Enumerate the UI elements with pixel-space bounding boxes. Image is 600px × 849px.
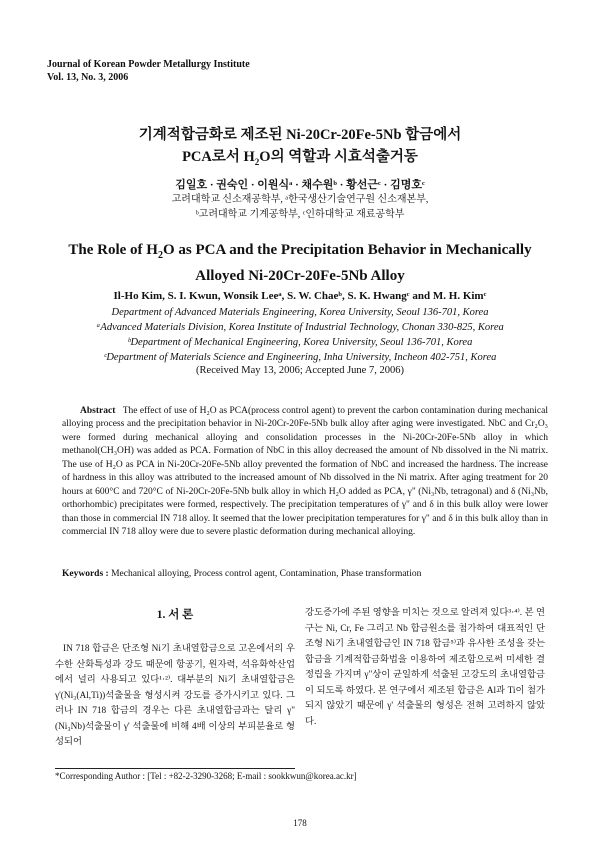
- footnote-divider: [55, 768, 295, 769]
- english-affiliation-line: ᶜDepartment of Materials Science and Engineering, Inha University, Incheon 402-751, Korea: [103, 352, 497, 363]
- korean-affiliation-line: ᵇ고려대학교 기계공학부, ᶜ인하대학교 재료공학부: [195, 209, 405, 220]
- abstract-label: Abstract: [80, 406, 116, 416]
- english-title-subscript: 2: [157, 250, 163, 261]
- abstract-text: The effect of use of H₂O as PCA(process control agent) to prevent the carbon contamination during mechanical alloying process and the precipitation behavior in Ni-20Cr-20Fe-5Nb bulk alloy after aging were investigated. NbC and Cr₂O₃ were formed during mechanical alloying and consolidation processes in the Ni-20Cr-20Fe-5Nb alloy in which methanol(CH₃OH) was added as PCA. Formation of NbC in this alloy decreased the amount of Nb dissolved in the Ni matrix. The use of H₂O as PCA in Ni-20Cr-20Fe-5Nb alloy prevented the formation of NbC and increased the hardness. The increase of hardness in this alloy was attributed to the increased amount of Nb dissolved in the Ni matrix. After aging treatment for 20 hours at 600°C and 720°C of Ni-20Cr-20Fe-5Nb bulk alloy in which H₂O added as PCA, γ" (Ni₃Nb, tetragonal) and δ (Ni₃Nb, orthorhombic) precipitates were formed, respectively. The precipitation temperatures of γ" and δ in this bulk alloy were lower than those in commercial IN 718 alloy. It seemed that the lower precipitation temperatures for γ" and δ in this bulk alloy than in commercial IN 718 alloy were due to severe plastic deformation during mechanical alloying.: [62, 406, 548, 538]
- abstract: [62, 405, 548, 540]
- body-column-right: [305, 606, 545, 730]
- corresponding-author-footnote: *Corresponding Author : [Tel : +82-2-3290-3268; E-mail : sookkwun@korea.ac.kr]: [55, 771, 357, 781]
- section-heading: 1. 서 론: [156, 609, 194, 621]
- korean-title: [0, 124, 600, 173]
- keywords: [62, 569, 548, 579]
- keywords-text: Mechanical alloying, Process control agent, Contamination, Phase transformation: [111, 569, 422, 579]
- english-title-part: The Role of H: [68, 242, 158, 258]
- english-title-line1: [0, 240, 600, 266]
- page-number: 178: [293, 818, 307, 828]
- korean-affiliations: [0, 192, 600, 222]
- english-title: [0, 240, 600, 286]
- korean-authors: 김일호 · 권숙인 · 이원식ᵃ · 채수원ᵇ · 황선근ᶜ · 김명호ᶜ: [175, 179, 425, 191]
- body-text-left: IN 718 합금은 단조형 Ni기 초내열합금으로 고온에서의 우수한 산화특성과 강도 때문에 항공기, 원자력, 석유화학산업에서 널리 사용되고 있다¹·²⁾. 대부분의 Ni기 초내열합금은 γ'(Ni₃(Al,Ti))석출물을 형성시켜 강도를 증가시키고 있다. 그러나 IN 718 합금의 경우는 다른 초내열합금과는 달리 γ"(Ni₃Nb)석출물이 γ' 석출물에 비해 4배 이상의 부피분율로 형성되어: [55, 644, 295, 747]
- korean-title-part: O의 역할과 시효석출거동: [259, 149, 418, 165]
- english-title-line2: Alloyed Ni-20Cr-20Fe-5Nb Alloy: [195, 268, 405, 284]
- korean-title-subscript: 2: [254, 156, 260, 167]
- english-affiliation-line: ᵇDepartment of Mechanical Engineering, Korea University, Seoul 136-701, Korea: [127, 337, 473, 348]
- korean-affiliation-line: 고려대학교 신소재공학부, ᵃ한국생산기술연구원 신소재본부,: [171, 194, 429, 205]
- journal-header: [47, 58, 250, 84]
- english-title-part: O as PCA and the Precipitation Behavior in Mechanically: [162, 242, 532, 258]
- korean-title-line2: [0, 146, 600, 173]
- english-affiliations: [0, 305, 600, 365]
- journal-name: Journal of Korean Powder Metallurgy Institute: [47, 59, 250, 70]
- korean-title-line1: 기계적합금화로 제조된 Ni-20Cr-20Fe-5Nb 합금에서: [138, 127, 462, 143]
- english-affiliation-line: Department of Advanced Materials Engineering, Korea University, Seoul 136-701, Korea: [111, 307, 489, 318]
- korean-title-part: PCA로서 H: [182, 149, 255, 165]
- keywords-label: Keywords :: [62, 569, 109, 579]
- received-dates: (Received May 13, 2006; Accepted June 7, 2006): [196, 365, 404, 376]
- body-text-right: 강도증가에 주된 영향을 미치는 것으로 알려져 있다³·⁴⁾. 본 연구는 Ni, Cr, Fe 그리고 Nb 합금원소를 첨가하여 대표적인 단조형 Ni기 초내열합금인 IN 718 합금⁵⁾과 유사한 조성을 갖는 합금을 기계적합금화법을 이용하여 제조함으로써 미세한 결정립을 가지며 γ"상이 균일하게 석출된 고강도의 초내열합금이 되도록 하였다. 본 연구에서 제조된 합금은 Al과 Ti이 첨가되지 않았기 때문에 γ' 석출물의 형성은 전혀 고려하지 않았다.: [305, 608, 545, 727]
- english-authors: Il-Ho Kim, S. I. Kwun, Wonsik Leeᵃ, S. W. Chaeᵇ, S. K. Hwangᶜ and M. H. Kimᶜ: [113, 290, 487, 302]
- body-column-left: [55, 642, 295, 751]
- english-affiliation-line: ᵃAdvanced Materials Division, Korea Institute of Industrial Technology, Chonan 330-825, Korea: [96, 322, 504, 333]
- journal-volume: Vol. 13, No. 3, 2006: [47, 72, 129, 83]
